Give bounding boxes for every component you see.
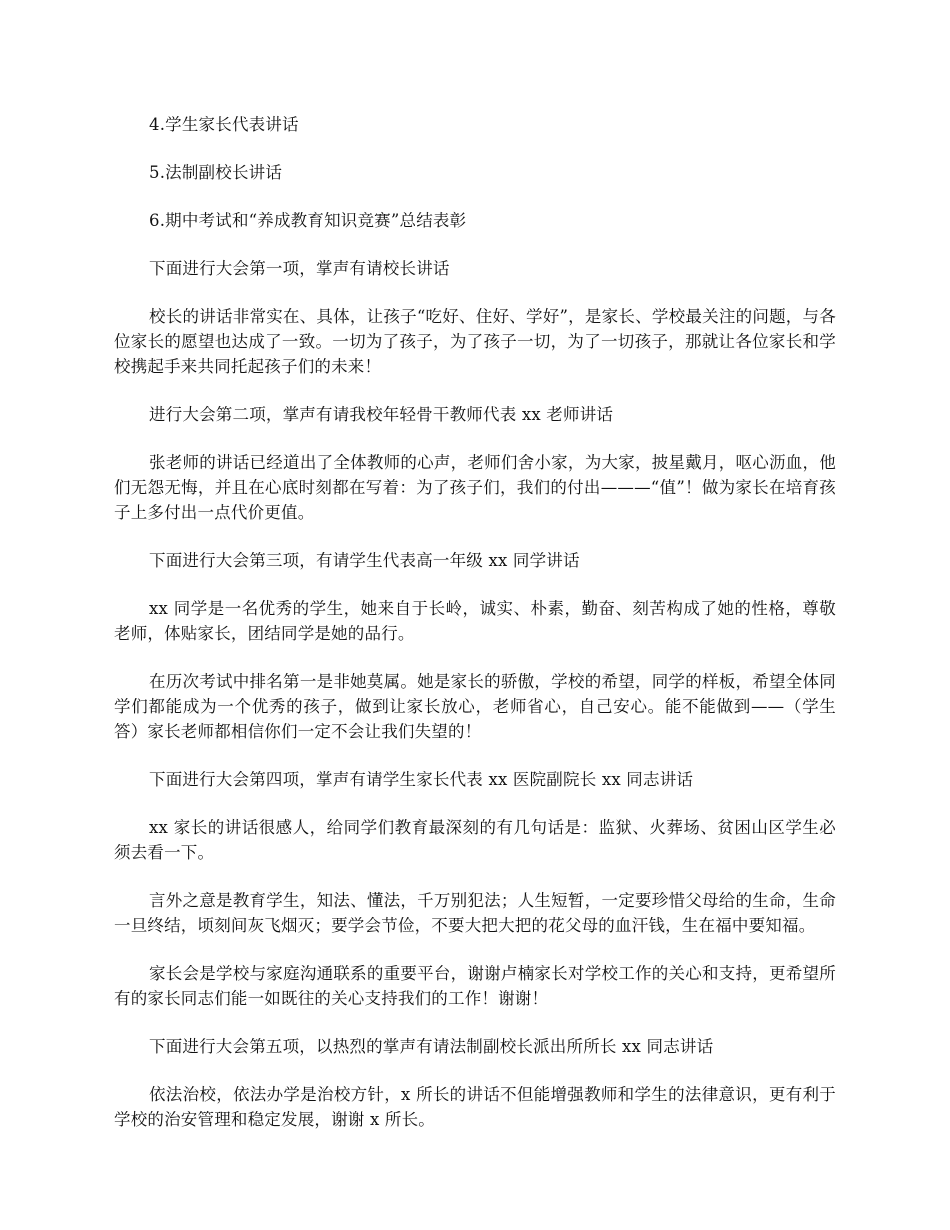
paragraph-item-5-intro: 下面进行大会第五项，以热烈的掌声有请法制副校长派出所所长 xx 同志讲话 xyxy=(149,1037,714,1056)
paragraph-principal-summary: 校长的讲话非常实在、具体，让孩子“吃好、住好、学好”，是家长、学校最关注的问题，与各位家长的愿望也达成了一致。一切为了孩子，为了孩子一切，为了一切孩子，那就让各位家长和学校携起手来共同托起孩子们的未来！ xyxy=(114,307,836,376)
paragraph-police-summary: 依法治校，依法办学是治校方针，x 所长的讲话不但能增强教师和学生的法律意识，更有利于学校的治安管理和稳定发展，谢谢 x 所长。 xyxy=(114,1085,836,1129)
paragraph-item-3-intro: 下面进行大会第三项，有请学生代表高一年级 xx 同学讲话 xyxy=(149,551,580,570)
paragraph-teacher-summary: 张老师的讲话已经道出了全体教师的心声，老师们舍小家，为大家，披星戴月，呕心沥血，他们无怨无悔，并且在心底时刻都在写着：为了孩子们，我们的付出———“值”！做为家长在培育孩子上多付出一点代价更值。 xyxy=(114,453,836,522)
document-body xyxy=(114,112,836,1155)
paragraph-parent-thanks: 家长会是学校与家庭沟通联系的重要平台，谢谢卢楠家长对学校工作的关心和支持，更希望所有的家长同志们能一如既往的关心支持我们的工作！谢谢！ xyxy=(114,964,836,1008)
paragraph-student-profile: xx 同学是一名优秀的学生，她来自于长岭，诚实、朴素，勤奋、刻苦构成了她的性格，尊敬老师，体贴家长，团结同学是她的品行。 xyxy=(114,599,836,643)
agenda-item-6: 6.期中考试和“养成教育知识竞赛”总结表彰 xyxy=(149,211,467,230)
paragraph-student-praise: 在历次考试中排名第一是非她莫属。她是家长的骄傲，学校的希望，同学的样板，希望全体同学们都能成为一个优秀的孩子，做到让家长放心，老师省心，自己安心。能不能做到——（学生答）家长老师都相信你们一定不会让我们失望的！ xyxy=(114,672,836,741)
paragraph-parent-speech-meaning: 言外之意是教育学生，知法、懂法，千万别犯法；人生短暂，一定要珍惜父母给的生命，生命一旦终结，顷刻间灰飞烟灭；要学会节俭，不要大把大把的花父母的血汗钱，生在福中要知福。 xyxy=(114,891,836,935)
paragraph-item-2-intro: 进行大会第二项，掌声有请我校年轻骨干教师代表 xx 老师讲话 xyxy=(149,405,614,424)
agenda-item-4: 4.学生家长代表讲话 xyxy=(149,115,299,134)
paragraph-item-1-intro: 下面进行大会第一项，掌声有请校长讲话 xyxy=(149,259,450,278)
paragraph-parent-speech-summary: xx 家长的讲话很感人，给同学们教育最深刻的有几句话是：监狱、火葬场、贫困山区学生必须去看一下。 xyxy=(114,818,836,862)
paragraph-item-4-intro: 下面进行大会第四项，掌声有请学生家长代表 xx 医院副院长 xx 同志讲话 xyxy=(149,770,694,789)
agenda-item-5: 5.法制副校长讲话 xyxy=(149,163,283,182)
